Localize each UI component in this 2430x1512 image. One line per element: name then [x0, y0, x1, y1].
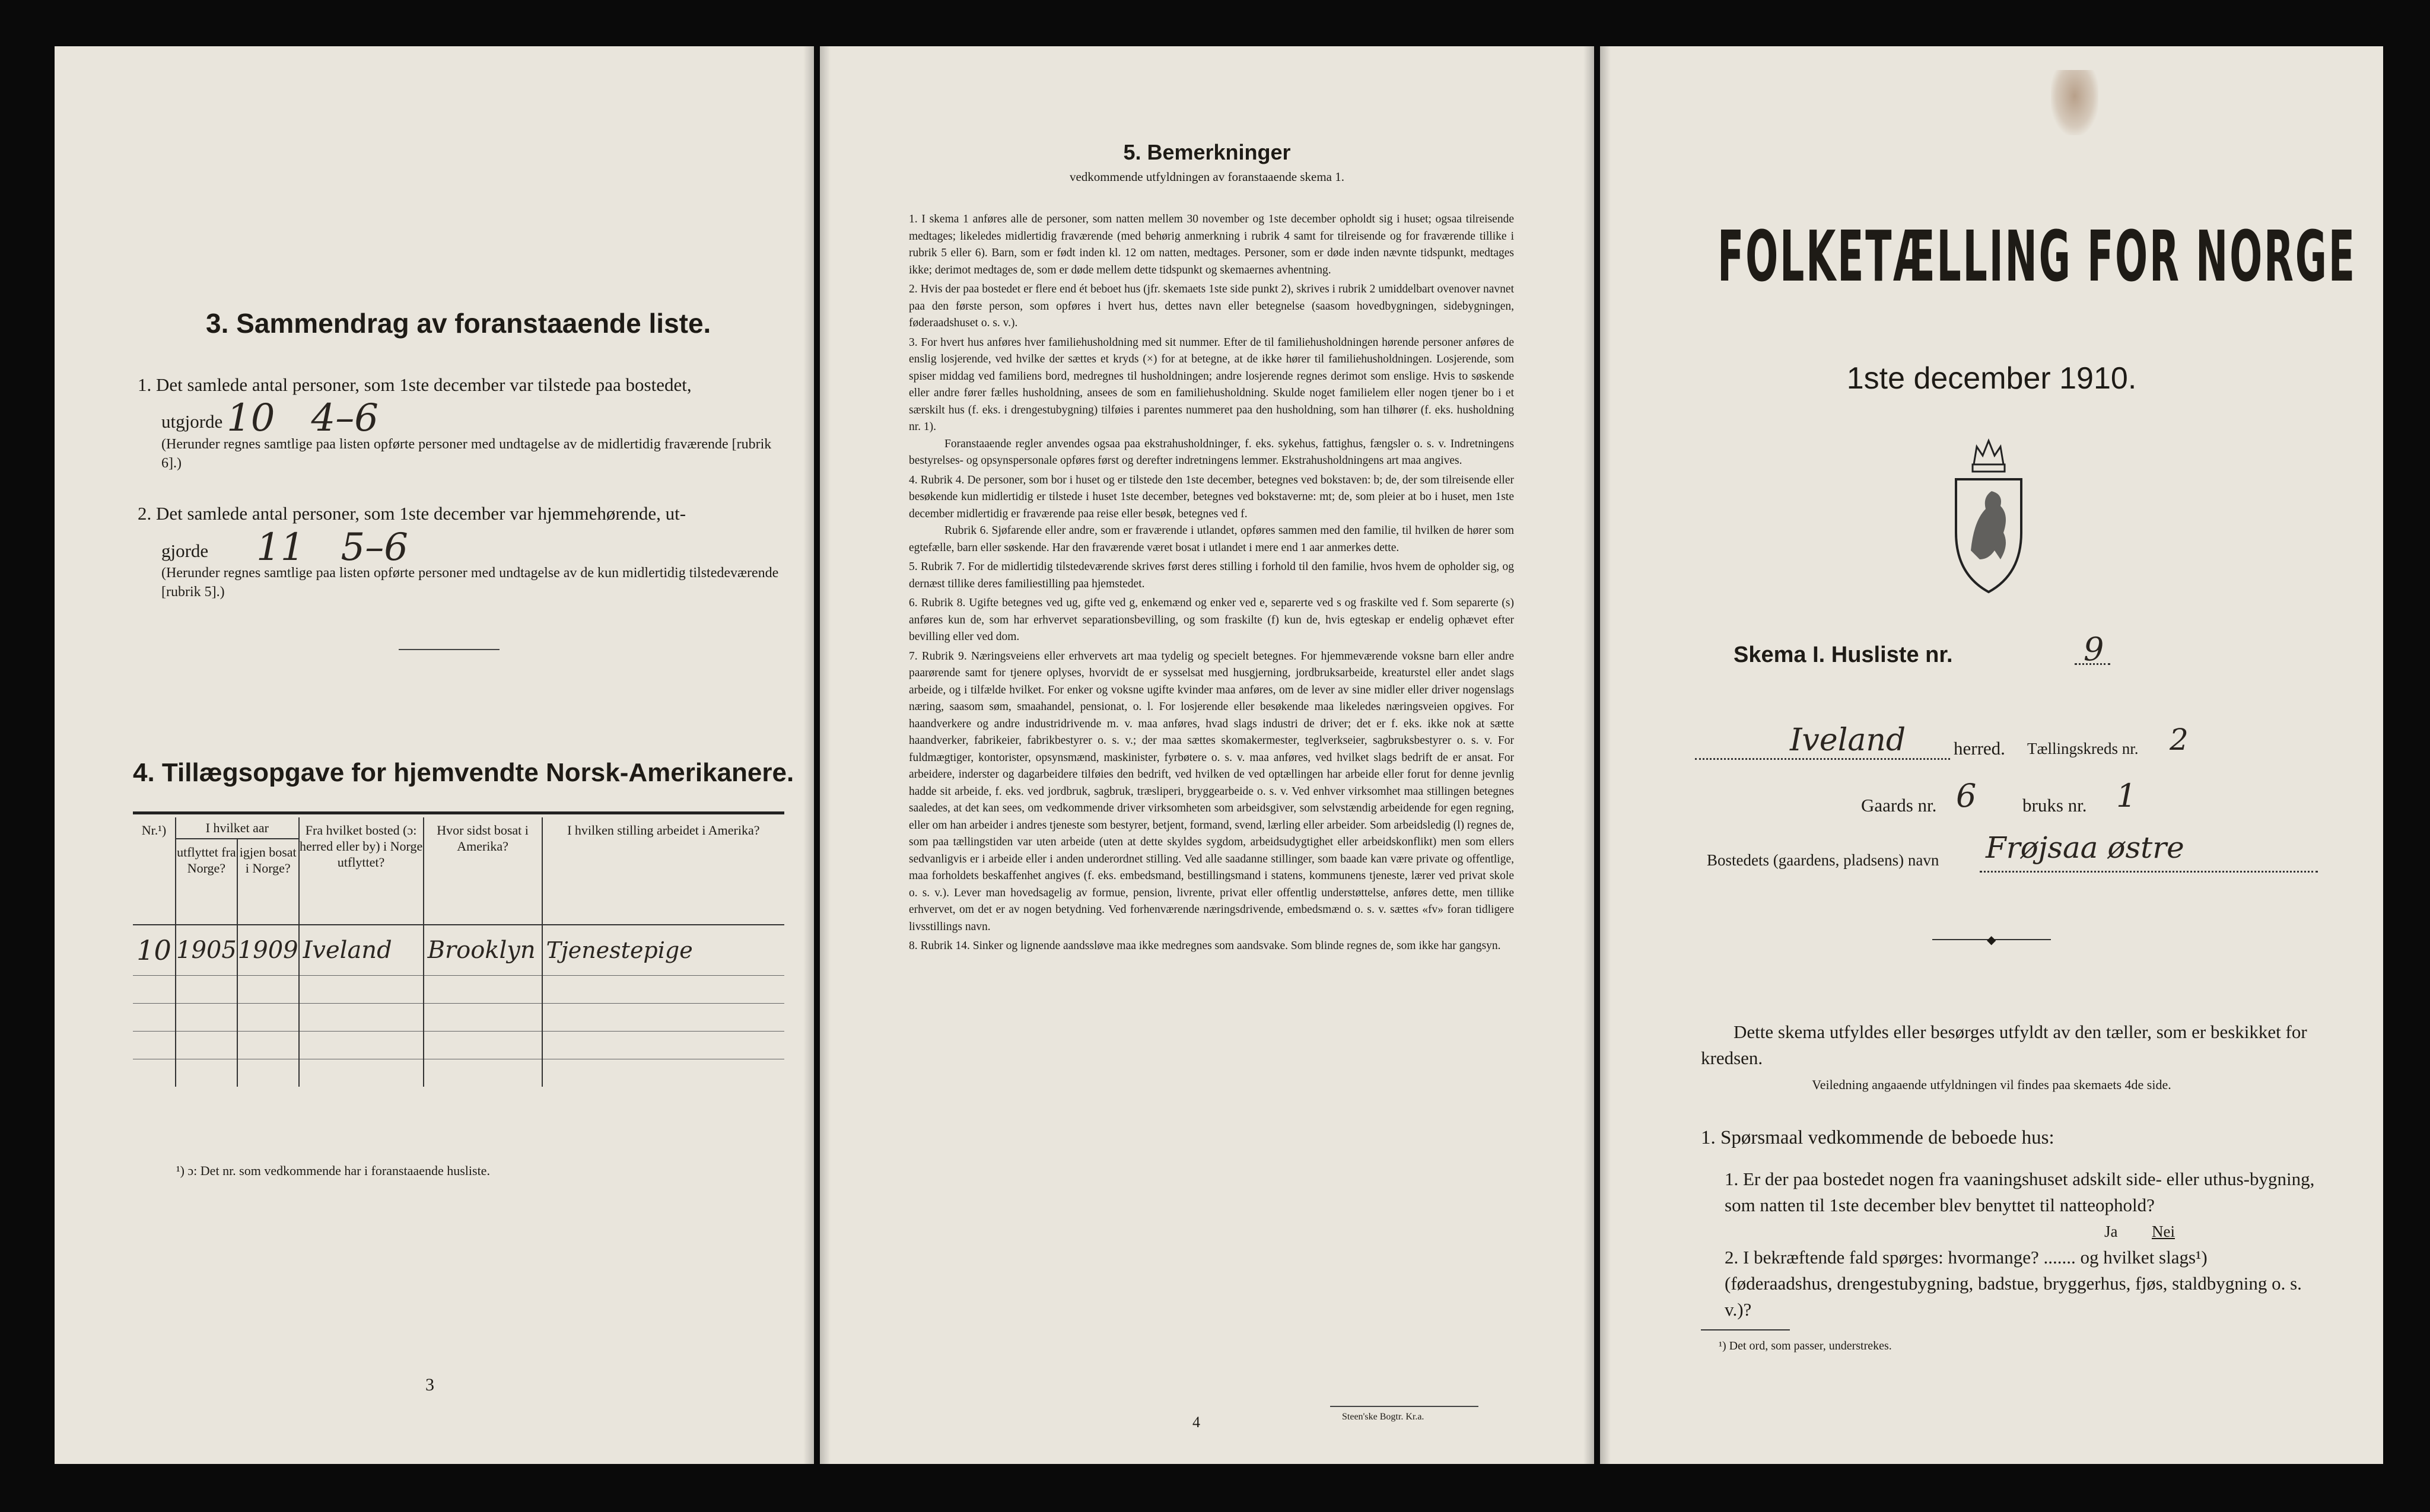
remark-3: 3. For hvert hus anføres hver familiehusholdning med sit nummer. Efter de til familiehusholdningen hørende personer anføres de enslig losjerende, ved hvilke der sættes et kryds (×) for at betegne, at de ikke hører til familiehusholdningen. Losjerende, som spiser middag ved familiens bord, medregnes til husholdningen; andre losjerende regnes derimot som enslige. Hvis to søskende eller andre fører fælles husholdning, ansees de som en familiehusholdning. Skulde noget familielem eller nogen tjener bo i et særskilt hus (f. eks. i drengestubygning) tilføies i parentes nummeret paa den husholdning, som han tilhører (f. eks. husholdning nr. 1). [909, 336, 1514, 433]
gaards-number: 6 [1956, 777, 1977, 814]
footnote: ¹) Det ord, som passer, understrekes. [1719, 1339, 1892, 1352]
table-row [133, 925, 784, 975]
page-number: 4 [1192, 1414, 1200, 1431]
table-top-rule [133, 811, 784, 814]
remark-7: 7. Rubrik 9. Næringsveiens eller erhvervets art maa tydelig og specielt betegnes. For hjemmeværende voksne barn eller andre paarørende samt for tjenere oplyses, hvorvidt de er sysselsat med husgjerning, jordbruksarbeide, kreaturstel eller andet slags arbeide, og i tilfælde hvilket. For enker og voksne ugifte kvinder maa anføres, om de lever av sine midler eller driver nogenslags næring, saasom søm, smaahandel, pensionat, o. l. For losjerende eller besøkende maa likeledes næringsveien opgives. For haandverkere og andre industridrivende m. v. maa anføres, hvad slags industri de driver; det er f. eks. ikke nok at sætte haandverker, fabrikeier, fabrikbestyrer o. s. v.; der maa sættes skomakermester, teglverkseier, sagbruksbestyrer o. s. v. For fuldmægtiger, kontorister, opsynsmænd, maskinister, fyrbøtere o. s. v. maa anføres, ved hvilket slags bedrift de er ansat. For arbeidere, inderster og dagarbeidere tilføies den bedrift, ved hvilken de ved optællingen har arbeide eller forut for denne jevnlig hadde sit arbeide, f. eks. ved jordbruk, sagbruk, træsliperi, bryggearbeide o. s. v. Ved enhver virksomhet maa stillingen betegnes saaledes, at det kan sees, om vedkommende driver virksomheten som arbeidsgiver, som selvstændig arbeidende for egen regning, eller om han arbeider i andres tjeneste som bestyrer, betjent, formand, svend, lærling eller arbeider. Som arbeidsledig (l) regnes de, som paa tællingstiden var uten arbeide (uten at dette skyldes sygdom, arbeidsudygtighet eller arbeidskonflikt) men som ellers sedvanligvis er i arbeide eller i anden underordnet stilling. Ved alle saadanne stillinger, som baade kan være private og offentlige, maa forholdets beskaffenhet angives (f. eks. embedsmand, bestillingsmand i statens, kommunens tjeneste, lærer ved privat skole o. s. v.). Lever man hovedsagelig av formue, pension, livrente, privat eller offentlig understøttelse, anføres dette, men tillike erhvervet, om det er av nogen betydning. Ved forhenværende næringsdrivende, embedsmænd o. s. v. sættes «fv» foran tidligere livsstillings navn. [909, 650, 1514, 933]
cell-igjen: 1909 [237, 925, 299, 975]
remark-6: 6. Rubrik 8. Ugifte betegnes ved ug, gifte ved g, enkemænd og enker ved e, separerte ved s og fraskilte ved f. Som separerte (s) anføres kun de, som har erhvervet separationsbevilling, og som fraskilte (f) kun de, hvis egteskap er endelig ophævet efter bevilling eller ved dom. [909, 597, 1514, 643]
page-right [1600, 46, 2383, 1464]
page-number: 3 [425, 1375, 434, 1395]
footnote-rule [1701, 1329, 1790, 1330]
page-fold-shadow [1600, 46, 1611, 1464]
item2-line1: 2. Det samlede antal personer, som 1ste december var hjemmehørende, ut- [138, 503, 686, 524]
kreds-number: 2 [2170, 722, 2189, 757]
remark-1: 1. I skema 1 anføres alle de personer, som natten mellem 30 november og 1ste december opholdt sig i huset; ogsaa tilreisende medtages; likeledes midlertidig fraværende (med behørig anmerkning i rubrik 4 samt for tilreisende og for fraværende tillike i rubrik 5 eller 6). Barn, som er født inden kl. 12 om natten, medtages. Personer, som er døde inden nævnte tidspunkt, medtages ikke; derimot medtages de, som er døde mellem dette tidspunkt og skemaernes avhentning. [909, 213, 1514, 276]
col-nr: Nr.¹) [133, 817, 176, 925]
col-igjen: igjen bosat i Norge? [237, 839, 299, 925]
item2-prefix: gjorde [161, 540, 209, 561]
herred-handwritten: Iveland [1790, 722, 1906, 758]
q1-answer-ja: Ja [2104, 1223, 2118, 1240]
coat-of-arms-icon [1944, 432, 2033, 598]
bosted-dotline [1980, 871, 2318, 873]
table-row [133, 1003, 784, 1031]
question-1: 1. Er der paa bostedet nogen fra vaaningshuset adskilt side- eller uthus-bygning, som natten til 1ste december blev benyttet til natteophold? [1725, 1169, 2315, 1215]
remark-5: 5. Rubrik 7. For de midlertidig tilstedeværende skrives først deres stilling i forhold til den familie, hvos hvem de opholder sig, og dernæst tillike deres familiestilling paa hjemstedet. [909, 561, 1514, 590]
table-footnote: ¹) ɔ: Det nr. som vedkommende har i foranstaaende husliste. [176, 1163, 490, 1178]
item1-handwritten-count: 10 4–6 [227, 396, 379, 440]
main-title: FOLKETÆLLING FOR NORGE [1717, 215, 2356, 297]
page-fold-shadow [803, 46, 814, 1464]
col-utflyttet: utflyttet fra Norge? [176, 839, 237, 925]
col-group-aar: I hvilket aar [176, 817, 299, 839]
remarks-list [909, 211, 1514, 955]
col-fra-bosted: Fra hvilket bosted (ɔ: herred eller by) i Norge utflyttet? [299, 817, 424, 925]
table-row [133, 975, 784, 1003]
question-heading: 1. Spørsmaal vedkommende de beboede hus: [1701, 1127, 2054, 1148]
remark-4b: Rubrik 6. Sjøfarende eller andre, som er fraværende i utlandet, opføres sammen med den familie, til hvilken de hører som egtefælle, barn eller søskende. Har den fraværende været bosat i utlandet i mere end 1 aar anmerkes dette. [909, 524, 1514, 554]
remark-2: 2. Hvis der paa bostedet er flere end ét beboet hus (jfr. skemaets 1ste side punkt 2), skrives i rubrik 2 umiddelbart ovenover navnet paa den første person, som opføres i hvert hus, dettes navn eller betegnelse (saasom hovedbygningen, sidebygningen, føderaadshuset o. s. v.). [909, 283, 1514, 329]
bosted-label: Bostedets (gaardens, pladsens) navn [1707, 851, 1939, 869]
ornament-icon: ◆ [1987, 934, 1996, 947]
remark-8: 8. Rubrik 14. Sinker og lignende aandssløve maa ikke medregnes som aandsvake. Som blinde regnes de, som ikke har gangsyn. [909, 940, 1501, 952]
gaards-label: Gaards nr. [1861, 795, 1937, 816]
herred-label: herred. [1954, 738, 2005, 759]
question-2: 2. I bekræftende fald spørges: hvormange? ....... og hvilket slags¹) (føderaadshus, drengestubygning, badstue, bryggerhus, fjøs, staldbygning o. s. v.)? [1725, 1247, 2302, 1320]
sammendrag-title: 3. Sammendrag av foranstaaende liste. [206, 308, 711, 339]
page-fold-shadow [820, 46, 831, 1464]
tillaeg-title: 4. Tillægsopgave for hjemvendte Norsk-Amerikanere. [133, 758, 794, 787]
remarks-title: 5. Bemerkninger [1123, 140, 1291, 164]
col-stilling: I hvilken stilling arbeidet i Amerika? [542, 817, 784, 925]
page-fold-shadow [1583, 46, 1594, 1464]
remark-4: 4. Rubrik 4. De personer, som bor i huset og er tilstede den 1ste december, betegnes ved bokstaven: b; de, der som tilreisende eller besøkende kun midlertidig er tilstede i huset 1ste december, betegnes ved bokstaverne: mt; de, som pleier at bo i huset, men 1ste december midlertidig er fraværende paa reise eller besøk, betegnes ved f. [909, 473, 1514, 520]
cell-fra: Iveland [299, 925, 424, 975]
husliste-number: 9 [2084, 631, 2104, 668]
col-hvor-bosat: Hvor sidst bosat i Amerika? [424, 817, 542, 925]
cell-hvor: Brooklyn [424, 925, 542, 975]
remarks-subtitle: vedkommende utfyldningen av foranstaaende skema 1. [1069, 170, 1344, 184]
item1-note: (Herunder regnes samtlige paa listen opførte personer med undtagelse av de midlertidig fraværende [rubrik 6].) [161, 437, 772, 471]
q1-answer-nei: Nei [2152, 1223, 2175, 1240]
husliste-dotline [2075, 663, 2110, 665]
printer-rule [1330, 1406, 1478, 1407]
intro-text: Dette skema utfyldes eller besørges utfyldt av den tæller, som er beskikket for kredsen. [1701, 1021, 2307, 1068]
kreds-label: Tællingskreds nr. [2027, 740, 2139, 757]
census-date: 1ste december 1910. [1846, 361, 2137, 396]
printer-imprint: Steen'ske Bogtr. Kr.a. [1342, 1412, 1424, 1422]
bruks-number: 1 [2116, 777, 2137, 814]
bruks-label: bruks nr. [2022, 795, 2087, 816]
table-row [133, 1059, 784, 1087]
item1-line1: 1. Det samlede antal personer, som 1ste december var tilstede paa bostedet, [138, 374, 692, 395]
table-row [133, 1031, 784, 1059]
stain-mark [2051, 70, 2098, 135]
page-middle [820, 46, 1594, 1464]
cell-nr: 10 [133, 925, 176, 975]
page-left [55, 46, 814, 1464]
norsk-amerikanere-table [133, 817, 784, 1087]
veiledning-text: Veiledning angaaende utfyldningen vil findes paa skemaets 4de side. [1812, 1077, 2171, 1092]
herred-dotline [1695, 758, 1950, 760]
bosted-handwritten: Frøjsaa østre [1986, 830, 2184, 865]
remark-3b: Foranstaaende regler anvendes ogsaa paa ekstrahusholdninger, f. eks. sykehus, fattighus, fængsler o. s. v. Indretningens bestyrelses- og opsynspersonale opføres først og derefter indretningens lemmer. Ekstrahusholdningens art maa angives. [909, 437, 1514, 467]
cell-utflyttet: 1905 [176, 925, 237, 975]
skema-label: Skema I. Husliste nr. [1734, 642, 1953, 667]
item2-note: (Herunder regnes samtlige paa listen opførte personer med undtagelse av de kun midlertidig tilstedeværende [rubrik 5].) [161, 565, 779, 600]
item1-prefix: utgjorde [161, 411, 223, 432]
cell-stilling: Tjenestepige [546, 937, 693, 963]
item2-handwritten-count: 11 5–6 [256, 526, 408, 569]
divider [399, 649, 500, 650]
